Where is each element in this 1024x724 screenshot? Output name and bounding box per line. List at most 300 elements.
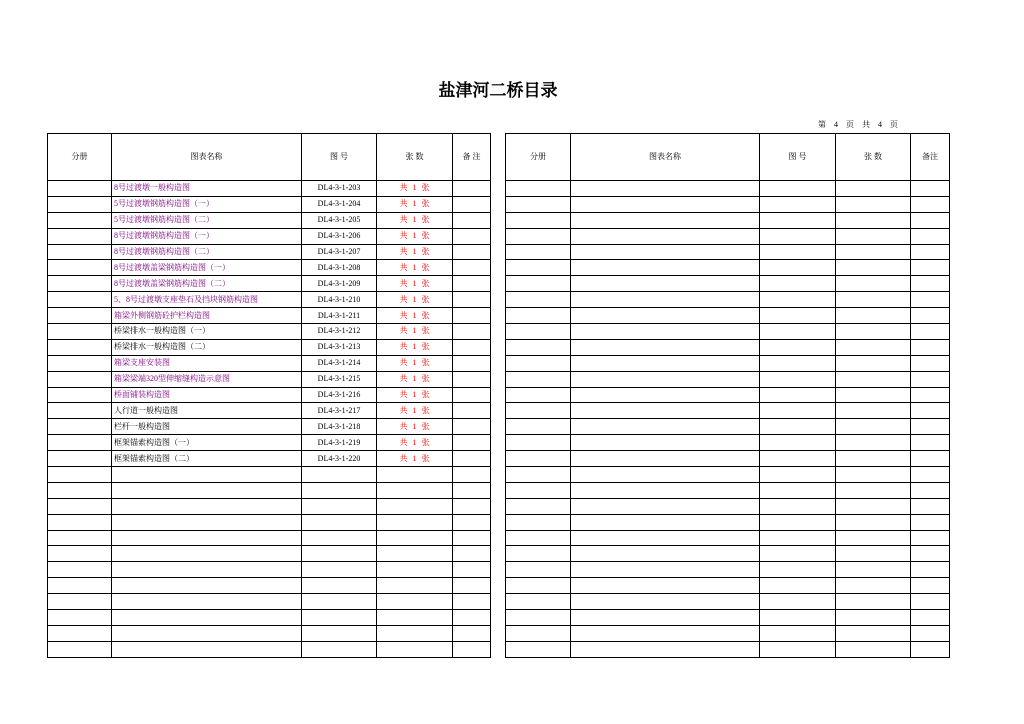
cell-drawing-number — [760, 451, 836, 467]
cell-volume — [506, 530, 571, 546]
cell-sheet-count — [377, 610, 453, 626]
cell-drawing-number — [760, 244, 836, 260]
cell-sheet-count — [836, 578, 911, 594]
cell-remark — [911, 530, 950, 546]
table-row — [48, 308, 491, 324]
cell-drawing-name — [112, 467, 302, 483]
empty-table-row — [506, 514, 950, 530]
cell-drawing-number — [760, 514, 836, 530]
cell-drawing-number: DL4-3-1-217 — [302, 403, 377, 419]
cell-drawing-name — [571, 228, 760, 244]
cell-drawing-number — [760, 355, 836, 371]
cell-remark — [911, 498, 950, 514]
cell-volume — [48, 403, 112, 419]
cell-sheet-count — [836, 467, 911, 483]
cell-remark — [453, 530, 491, 546]
cell-sheet-count: 共 1 张 — [377, 260, 453, 276]
cell-sheet-count — [377, 562, 453, 578]
table-row — [48, 228, 491, 244]
cell-sheet-count: 共 1 张 — [377, 371, 453, 387]
cell-sheet-count — [377, 498, 453, 514]
cell-sheet-count — [377, 530, 453, 546]
cell-drawing-name — [571, 451, 760, 467]
table-row — [48, 292, 491, 308]
cell-drawing-name — [112, 482, 302, 498]
empty-table-row — [506, 244, 950, 260]
table-row — [48, 387, 491, 403]
empty-table-row — [506, 451, 950, 467]
cell-remark — [911, 181, 950, 197]
cell-drawing-name — [571, 371, 760, 387]
cell-drawing-name: 8号过渡墩盖梁钢筋构造图（二） — [112, 276, 302, 292]
cell-drawing-name — [571, 530, 760, 546]
cell-remark — [911, 641, 950, 657]
cell-sheet-count: 共 1 张 — [377, 355, 453, 371]
cell-drawing-name — [571, 435, 760, 451]
cell-volume — [48, 212, 112, 228]
cell-volume — [506, 196, 571, 212]
empty-table-row — [506, 467, 950, 483]
cell-volume — [48, 530, 112, 546]
empty-table-row — [506, 181, 950, 197]
cell-remark — [911, 292, 950, 308]
cell-remark — [453, 212, 491, 228]
empty-table-row — [506, 324, 950, 340]
cell-sheet-count — [377, 514, 453, 530]
cell-remark — [911, 228, 950, 244]
cell-drawing-number — [760, 419, 836, 435]
cell-drawing-name — [571, 594, 760, 610]
empty-table-row — [48, 530, 491, 546]
empty-table-row — [48, 625, 491, 641]
cell-drawing-number — [760, 482, 836, 498]
header-volume: 分册 — [48, 134, 112, 181]
table-row — [48, 324, 491, 340]
cell-drawing-name — [112, 546, 302, 562]
cell-remark — [453, 339, 491, 355]
empty-table-row — [506, 276, 950, 292]
cell-drawing-name: 桥梁排水一般构造图（二） — [112, 339, 302, 355]
cell-sheet-count — [836, 355, 911, 371]
cell-sheet-count — [836, 419, 911, 435]
cell-drawing-name — [571, 244, 760, 260]
empty-table-row — [506, 578, 950, 594]
cell-sheet-count — [836, 625, 911, 641]
cell-sheet-count — [836, 594, 911, 610]
table-row — [48, 244, 491, 260]
cell-remark — [453, 498, 491, 514]
table-body — [506, 181, 950, 658]
cell-drawing-number: DL4-3-1-215 — [302, 371, 377, 387]
cell-remark — [453, 308, 491, 324]
cell-remark — [453, 292, 491, 308]
empty-table-row — [506, 435, 950, 451]
cell-drawing-number — [760, 308, 836, 324]
catalog-table-right — [505, 133, 950, 658]
cell-volume — [48, 355, 112, 371]
header-drawing-name: 图表名称 — [112, 134, 302, 181]
cell-drawing-name: 5、8号过渡墩支座垫石及挡块钢筋构造图 — [112, 292, 302, 308]
cell-volume — [506, 387, 571, 403]
cell-drawing-number: DL4-3-1-211 — [302, 308, 377, 324]
cell-sheet-count — [836, 196, 911, 212]
cell-sheet-count — [836, 181, 911, 197]
cell-sheet-count — [836, 610, 911, 626]
cell-drawing-name: 框架锚索构造图（二） — [112, 451, 302, 467]
cell-volume — [506, 451, 571, 467]
empty-table-row — [506, 371, 950, 387]
cell-volume — [506, 514, 571, 530]
cell-volume — [48, 451, 112, 467]
cell-drawing-name: 8号过渡墩钢筋构造图（一） — [112, 228, 302, 244]
empty-table-row — [506, 641, 950, 657]
empty-table-row — [506, 594, 950, 610]
cell-drawing-number — [302, 578, 377, 594]
cell-drawing-name — [571, 260, 760, 276]
cell-remark — [911, 260, 950, 276]
cell-drawing-name — [112, 514, 302, 530]
cell-drawing-number — [760, 276, 836, 292]
cell-sheet-count: 共 1 张 — [377, 292, 453, 308]
cell-volume — [48, 419, 112, 435]
page-indicator: 第 4 页 共 4 页 — [818, 120, 898, 129]
empty-table-row — [506, 562, 950, 578]
cell-drawing-name: 箱梁梁端320型伸缩缝构造示意图 — [112, 371, 302, 387]
cell-remark — [453, 562, 491, 578]
empty-table-row — [48, 546, 491, 562]
cell-drawing-number — [760, 546, 836, 562]
cell-sheet-count — [836, 403, 911, 419]
table-row — [48, 196, 491, 212]
cell-drawing-number — [760, 387, 836, 403]
cell-drawing-number — [302, 482, 377, 498]
cell-volume — [48, 467, 112, 483]
cell-drawing-name: 5号过渡墩钢筋构造图（二） — [112, 212, 302, 228]
table-row — [48, 339, 491, 355]
cell-drawing-name: 框架锚索构造图（一） — [112, 435, 302, 451]
cell-drawing-name — [571, 610, 760, 626]
cell-volume — [48, 196, 112, 212]
cell-drawing-name: 栏杆一般构造图 — [112, 419, 302, 435]
cell-drawing-number: DL4-3-1-220 — [302, 451, 377, 467]
table-row — [48, 355, 491, 371]
cell-volume — [506, 276, 571, 292]
cell-drawing-name — [571, 324, 760, 340]
cell-drawing-number: DL4-3-1-214 — [302, 355, 377, 371]
cell-sheet-count — [836, 530, 911, 546]
empty-table-row — [506, 530, 950, 546]
cell-remark — [453, 260, 491, 276]
header-remark: 备 注 — [453, 134, 491, 181]
cell-drawing-number — [760, 594, 836, 610]
cell-sheet-count — [836, 514, 911, 530]
cell-drawing-name: 8号过渡墩一般构造图 — [112, 181, 302, 197]
cell-drawing-number — [302, 467, 377, 483]
cell-remark — [453, 355, 491, 371]
empty-table-row — [506, 212, 950, 228]
cell-remark — [911, 212, 950, 228]
empty-table-row — [48, 578, 491, 594]
empty-table-row — [506, 260, 950, 276]
cell-volume — [506, 212, 571, 228]
table-header — [506, 134, 950, 181]
cell-remark — [453, 578, 491, 594]
cell-drawing-name: 8号过渡墩盖梁钢筋构造图（一） — [112, 260, 302, 276]
cell-drawing-name — [112, 530, 302, 546]
cell-drawing-number — [760, 641, 836, 657]
cell-drawing-number — [760, 371, 836, 387]
cell-drawing-number — [760, 625, 836, 641]
cell-drawing-number — [760, 467, 836, 483]
cell-sheet-count: 共 1 张 — [377, 244, 453, 260]
cell-remark — [911, 451, 950, 467]
cell-drawing-name — [571, 196, 760, 212]
cell-remark — [911, 355, 950, 371]
cell-drawing-number: DL4-3-1-204 — [302, 196, 377, 212]
cell-remark — [911, 244, 950, 260]
cell-sheet-count — [377, 578, 453, 594]
cell-drawing-number — [760, 260, 836, 276]
cell-volume — [48, 514, 112, 530]
cell-drawing-number: DL4-3-1-218 — [302, 419, 377, 435]
cell-drawing-name: 箱梁外侧钢筋砼护栏构造图 — [112, 308, 302, 324]
cell-drawing-number — [760, 212, 836, 228]
empty-table-row — [506, 419, 950, 435]
cell-drawing-number — [302, 546, 377, 562]
table-row — [48, 403, 491, 419]
cell-drawing-name — [571, 419, 760, 435]
empty-table-row — [506, 387, 950, 403]
cell-drawing-number — [760, 562, 836, 578]
cell-sheet-count — [836, 641, 911, 657]
cell-drawing-name — [112, 562, 302, 578]
empty-table-row — [506, 625, 950, 641]
cell-drawing-number: DL4-3-1-209 — [302, 276, 377, 292]
cell-drawing-number: DL4-3-1-212 — [302, 324, 377, 340]
cell-remark — [453, 276, 491, 292]
cell-sheet-count — [836, 212, 911, 228]
header-sheet-count: 张 数 — [377, 134, 453, 181]
table-row — [48, 260, 491, 276]
cell-volume — [48, 641, 112, 657]
cell-drawing-name — [571, 625, 760, 641]
empty-table-row — [48, 594, 491, 610]
cell-drawing-number: DL4-3-1-208 — [302, 260, 377, 276]
cell-drawing-number — [760, 498, 836, 514]
cell-remark — [453, 371, 491, 387]
cell-drawing-name — [571, 514, 760, 530]
empty-table-row — [506, 610, 950, 626]
cell-drawing-name: 箱梁支座安装图 — [112, 355, 302, 371]
cell-sheet-count — [836, 451, 911, 467]
header-row — [506, 134, 950, 181]
cell-drawing-number: DL4-3-1-205 — [302, 212, 377, 228]
empty-table-row — [48, 498, 491, 514]
cell-volume — [506, 419, 571, 435]
cell-sheet-count — [377, 546, 453, 562]
cell-drawing-name — [571, 181, 760, 197]
cell-drawing-name — [112, 594, 302, 610]
cell-drawing-name — [571, 546, 760, 562]
table-row — [48, 181, 491, 197]
cell-sheet-count — [377, 594, 453, 610]
page-title: 盐津河二桥目录 — [438, 81, 558, 101]
cell-remark — [911, 625, 950, 641]
cell-sheet-count: 共 1 张 — [377, 196, 453, 212]
cell-sheet-count: 共 1 张 — [377, 387, 453, 403]
cell-drawing-name — [571, 308, 760, 324]
cell-volume — [506, 625, 571, 641]
cell-drawing-name: 桥梁排水一般构造图（一） — [112, 324, 302, 340]
cell-remark — [911, 467, 950, 483]
header-drawing-number: 图 号 — [302, 134, 377, 181]
cell-volume — [48, 339, 112, 355]
cell-volume — [506, 578, 571, 594]
cell-volume — [48, 228, 112, 244]
cell-remark — [911, 403, 950, 419]
cell-volume — [48, 610, 112, 626]
cell-volume — [506, 467, 571, 483]
cell-volume — [506, 260, 571, 276]
cell-drawing-number — [760, 228, 836, 244]
cell-drawing-name — [571, 578, 760, 594]
cell-volume — [48, 562, 112, 578]
cell-volume — [506, 610, 571, 626]
cell-drawing-name — [571, 641, 760, 657]
table-row — [48, 451, 491, 467]
cell-volume — [48, 482, 112, 498]
cell-sheet-count — [836, 562, 911, 578]
cell-remark — [911, 514, 950, 530]
cell-remark — [453, 610, 491, 626]
cell-volume — [506, 181, 571, 197]
cell-sheet-count — [836, 276, 911, 292]
cell-drawing-name — [571, 292, 760, 308]
cell-remark — [911, 276, 950, 292]
cell-volume — [48, 498, 112, 514]
cell-remark — [453, 435, 491, 451]
cell-sheet-count — [836, 387, 911, 403]
cell-volume — [506, 594, 571, 610]
cell-remark — [453, 514, 491, 530]
cell-remark — [453, 419, 491, 435]
cell-volume — [506, 244, 571, 260]
cell-volume — [48, 546, 112, 562]
cell-volume — [48, 276, 112, 292]
cell-remark — [453, 244, 491, 260]
cell-remark — [453, 451, 491, 467]
cell-drawing-name — [112, 641, 302, 657]
empty-table-row — [506, 339, 950, 355]
header-sheet-count: 张 数 — [836, 134, 911, 181]
cell-remark — [911, 387, 950, 403]
cell-sheet-count — [377, 482, 453, 498]
cell-sheet-count — [836, 371, 911, 387]
empty-table-row — [48, 482, 491, 498]
empty-table-row — [506, 292, 950, 308]
cell-drawing-name — [571, 467, 760, 483]
cell-volume — [506, 308, 571, 324]
cell-volume — [506, 562, 571, 578]
cell-remark — [453, 546, 491, 562]
cell-volume — [48, 324, 112, 340]
cell-drawing-number — [760, 324, 836, 340]
empty-table-row — [48, 514, 491, 530]
cell-remark — [453, 403, 491, 419]
cell-remark — [911, 562, 950, 578]
cell-sheet-count: 共 1 张 — [377, 419, 453, 435]
table-header — [48, 134, 491, 181]
cell-sheet-count — [836, 228, 911, 244]
cell-sheet-count: 共 1 张 — [377, 308, 453, 324]
empty-table-row — [506, 403, 950, 419]
cell-drawing-name — [571, 387, 760, 403]
cell-drawing-number — [302, 594, 377, 610]
cell-drawing-number: DL4-3-1-213 — [302, 339, 377, 355]
cell-remark — [911, 324, 950, 340]
cell-drawing-name: 8号过渡墩钢筋构造图（二） — [112, 244, 302, 260]
cell-volume — [48, 578, 112, 594]
empty-table-row — [506, 482, 950, 498]
cell-remark — [911, 196, 950, 212]
cell-volume — [506, 546, 571, 562]
cell-drawing-name — [571, 339, 760, 355]
cell-drawing-number — [302, 610, 377, 626]
cell-sheet-count — [377, 641, 453, 657]
empty-table-row — [506, 355, 950, 371]
cell-sheet-count: 共 1 张 — [377, 435, 453, 451]
cell-drawing-number: DL4-3-1-219 — [302, 435, 377, 451]
cell-drawing-number: DL4-3-1-207 — [302, 244, 377, 260]
cell-sheet-count: 共 1 张 — [377, 324, 453, 340]
cell-remark — [453, 641, 491, 657]
cell-drawing-number — [760, 181, 836, 197]
empty-table-row — [506, 196, 950, 212]
cell-remark — [911, 482, 950, 498]
cell-drawing-number: DL4-3-1-210 — [302, 292, 377, 308]
cell-sheet-count — [836, 435, 911, 451]
cell-volume — [506, 482, 571, 498]
cell-drawing-number — [760, 578, 836, 594]
table-row — [48, 276, 491, 292]
table-row — [48, 435, 491, 451]
cell-drawing-number: DL4-3-1-206 — [302, 228, 377, 244]
cell-drawing-name — [112, 610, 302, 626]
cell-sheet-count — [836, 339, 911, 355]
table-body — [48, 181, 491, 658]
cell-remark — [911, 308, 950, 324]
cell-drawing-number — [302, 530, 377, 546]
cell-sheet-count: 共 1 张 — [377, 276, 453, 292]
cell-drawing-number — [302, 625, 377, 641]
cell-volume — [506, 403, 571, 419]
empty-table-row — [48, 610, 491, 626]
cell-drawing-name — [571, 498, 760, 514]
cell-sheet-count: 共 1 张 — [377, 451, 453, 467]
empty-table-row — [48, 641, 491, 657]
cell-volume — [48, 260, 112, 276]
cell-volume — [48, 181, 112, 197]
cell-drawing-name: 桥面铺装构造图 — [112, 387, 302, 403]
cell-volume — [506, 228, 571, 244]
catalog-table-left — [47, 133, 491, 658]
empty-table-row — [506, 308, 950, 324]
cell-sheet-count — [377, 625, 453, 641]
empty-table-row — [506, 546, 950, 562]
cell-sheet-count — [836, 482, 911, 498]
cell-volume — [506, 498, 571, 514]
empty-table-row — [506, 498, 950, 514]
